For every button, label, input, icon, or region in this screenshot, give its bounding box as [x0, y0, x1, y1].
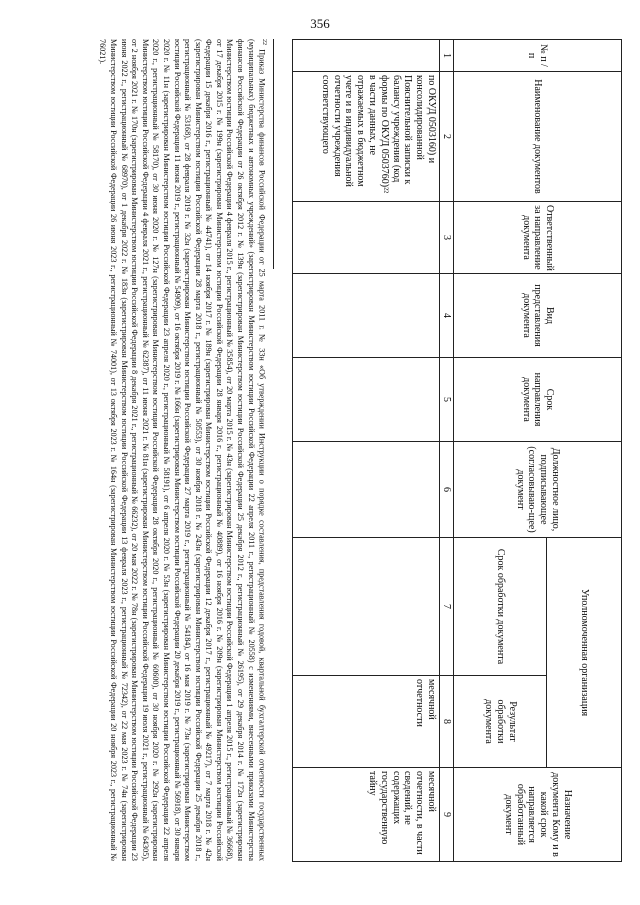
column-index: 8	[440, 676, 454, 768]
cell-number	[293, 40, 440, 72]
document-table	[292, 39, 622, 862]
header-form: Вид представления документа	[454, 274, 622, 358]
column-index: 5	[440, 358, 454, 442]
column-index: 4	[440, 274, 454, 358]
column-index: 1	[440, 40, 454, 72]
column-index: 3	[440, 202, 454, 274]
cell-document-name: по ОКУД 0503160) и консолидированной Пояснительной записки к балансу учреждения (код формы по ОКУД 0503760)²² в части данных, не отражаемых в бюджетном учете и в индивидуальной отчетности учреждения соответствующего	[293, 72, 440, 202]
header-authorized-org: Уполномоченная организация	[547, 538, 622, 768]
cell-deadline	[293, 358, 440, 442]
footnote-divider	[273, 39, 274, 269]
footnote-text: Приказ Министерства финансов Российской Федерации от 25 марта 2011 г. № 33н «Об утверждении Инструкции о порядке составления, представления годовой, квартальной бухгалтерской отчетности государственных (муниципальных) бюджетных и автономных учреждений» (зарегистрирован Министерством юстиции Российской Федерации 22 апреля 2011 г., регистрационный № 20558) с изменениями, внесенными приказами Министерства финансов Российской Федерации от 26 октября 2012 г. № 139н (зарегистрирован Министерством юстиции Российской Федерации 25 декабря 2012 г., регистрационный № 26195), от 29 декабря 2014 г. № 172н (зарегистрирован Министерством юстиции Российской Федерации 4 февраля 2015 г., регистрационный № 35854), от 20 марта 2015 г. № 43н (зарегистрирован Министерством юстиции Российской Федерации 1 апреля 2015 г., регистрационный № 36668), от 17 декабря 2015 г. № 199н (зарегистрирован Министерством юстиции Российской Федерации 28 января 2016 г., регистрационный № 40889), от 16 ноября 2016 г. № 209н (зарегистрирован Министерством юстиции Российской Федерации 15 декабря 2016 г., регистрационный № 44741), от 14 ноября 2017 г. № 189н (зарегистрирован Министерством юстиции Российской Федерации 12 декабря 2017 г., регистрационный № 49217), от 7 марта 2018 г. № 42н (зарегистрирован Министерством юстиции Российской Федерации 28 марта 2018 г., регистрационный № 50553), от 30 ноября 2018 г. № 243н (зарегистрирован Министерством юстиции Российской Федерации 25 декабря 2018 г., регистрационный № 53168), от 28 февраля 2019 г. № 32н (зарегистрирован Министерством юстиции Российской Федерации 27 марта 2019 г., регистрационный № 54184), от 16 мая 2019 г. № 73н (зарегистрирован Министерством юстиции Российской Федерации 11 июня 2019 г., регистрационный № 54909), от 16 октября 2019 г. № 166н (зарегистрирован Министерством юстиции Российской Федерации 20 декабря 2019 г., регистрационный № 56918), от 30 января 2020 г. № 11н (зарегистрирован Министерством юстиции Российской Федерации 23 апреля 2020 г., регистрационный № 58191), от 6 апреля 2020 г. № 53н (зарегистрирован Министерством юстиции Российской Федерации 22 апреля 2020 г., регистрационный № 58170), от 30 июня 2020 г. № 127н (зарегистрирован Министерством юстиции Российской Федерации 28 октября 2020 г., регистрационный № 60600), от 30 ноября 2020 г. № 292н (зарегистрирован Министерством юстиции Российской Федерации 4 февраля 2021 г., регистрационный № 62387), от 11 июня 2021 г. № 81н (зарегистрирован Министерством юстиции Российской Федерации 19 июля 2021 г., регистрационный № 64305), от 2 ноября 2021 г. № 170н (зарегистрирован Министерством юстиции Российской Федерации 8 декабря 2021 г., регистрационный № 66232), от 20 мая 2022 г. № 78н (зарегистрирован Министерством юстиции Российской Федерации 23 июня 2022 г., регистрационный № 68970), от 1 декабря 2022 г. № 183н (зарегистрирован Министерством юстиции Российской Федерации 13 февраля 2023 г., регистрационный № 72342), от 22 мая 2023 г. № 74н (зарегистрирован Министерством юстиции Российской Федерации 26 июня 2023 г., регистрационный № 74001), от 13 октября 2023 г. № 164н (зарегистрирован Министерством юстиции Российской Федерации 20 ноября 2023 г., регистрационный № 76021).	[98, 39, 267, 862]
column-index: 7	[440, 538, 454, 676]
header-deadline: Срок направления документа	[454, 358, 622, 442]
cell-purpose: месячной отчетности, в части сведений, не содержащих государственную тайну	[293, 768, 440, 862]
header-signer: Должностное лицо, подписывающее (согласовываю-щее) документ	[454, 442, 622, 538]
header-processing-result: Результат обработки документа	[454, 676, 547, 768]
header-number: № п / п	[454, 40, 622, 72]
header-responsible: Ответственный за направление документа	[454, 202, 622, 274]
column-index: 9	[440, 768, 454, 862]
cell-form	[293, 274, 440, 358]
cell-processing-result: месячной отчетности	[293, 676, 440, 768]
column-index: 6	[440, 442, 454, 538]
column-index: 2	[440, 72, 454, 202]
cell-responsible	[293, 202, 440, 274]
footnote-marker: 22	[261, 39, 267, 45]
header-processing-deadline: Срок обработки документа	[454, 538, 547, 676]
rotated-page-content	[70, 35, 630, 865]
header-purpose: Назначение документа Кому и в какой срок направляется обработанный документ	[454, 768, 622, 862]
header-row-top	[547, 40, 622, 862]
cell-signer	[293, 442, 440, 538]
table-row	[293, 40, 440, 862]
column-index-row	[440, 40, 454, 862]
page-number: 356	[310, 16, 330, 31]
footnote	[97, 39, 267, 861]
header-document-name: Наименование документов	[454, 72, 622, 202]
cell-processing-deadline	[293, 538, 440, 676]
